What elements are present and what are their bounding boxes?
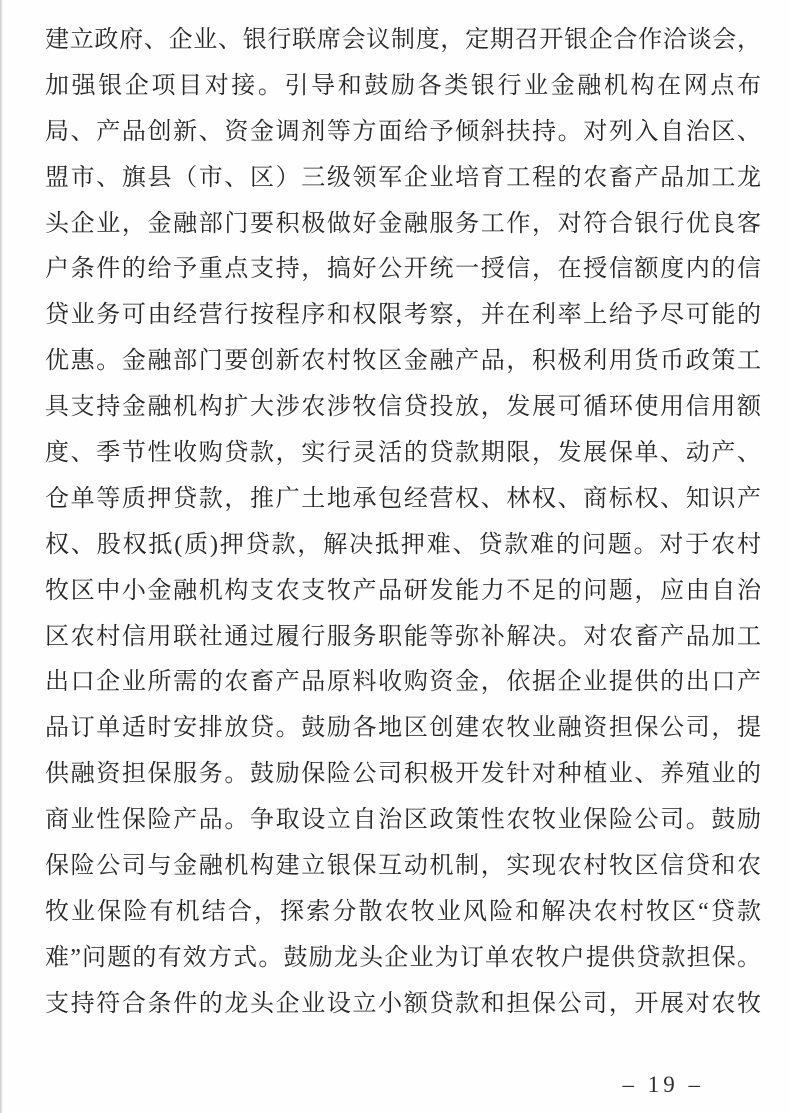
- text-line: 供融资担保服务。鼓励保险公司积极开发针对种植业、养殖业的: [45, 761, 761, 788]
- text-line: 度、季节性收购贷款，实行灵活的贷款期限，发展保单、动产、: [45, 440, 761, 467]
- text-line: 区农村信用联社通过履行服务职能等弥补解决。对农畜产品加工: [45, 623, 761, 650]
- text-line: 局、产品创新、资金调剂等方面给予倾斜扶持。对列入自治区、: [45, 118, 761, 145]
- text-line: 牧区中小金融机构支农支牧产品研发能力不足的问题，应由自治: [45, 577, 761, 604]
- text-line: 难”问题的有效方式。鼓励龙头企业为订单农牧户提供贷款担保。: [45, 944, 761, 971]
- scan-edge-shadow: [0, 0, 4, 1113]
- page-number: – 19 –: [622, 1072, 704, 1097]
- text-line: 出口企业所需的农畜产品原料收购资金，依据企业提供的出口产: [45, 669, 761, 696]
- text-block: [45, 18, 761, 1028]
- text-line: 保险公司与金融机构建立银保互动机制，实现农村牧区信贷和农: [45, 853, 761, 880]
- text-line: 贷业务可由经营行按程序和权限考察，并在利率上给予尽可能的: [45, 302, 761, 329]
- text-line: 牧业保险有机结合，探索分散农牧业风险和解决农村牧区“贷款: [45, 898, 761, 925]
- text-line: 建立政府、企业、银行联席会议制度，定期召开银企合作洽谈会，: [45, 27, 761, 53]
- text-line: 具支持金融机构扩大涉农涉牧信贷投放，发展可循环使用信用额: [45, 394, 761, 421]
- text-line: 仓单等质押贷款，推广土地承包经营权、林权、商标权、知识产: [45, 485, 761, 512]
- text-line: 支持符合条件的龙头企业设立小额贷款和担保公司，开展对农牧: [45, 990, 761, 1017]
- text-line: 商业性保险产品。争取设立自治区政策性农牧业保险公司。鼓励: [45, 807, 761, 834]
- text-line: 加强银企项目对接。引导和鼓励各类银行业金融机构在网点布: [45, 72, 761, 99]
- text-line: 户条件的给予重点支持，搞好公开统一授信，在授信额度内的信: [45, 256, 761, 283]
- text-line: 头企业，金融部门要积极做好金融服务工作，对符合银行优良客: [45, 210, 761, 237]
- text-line: 权、股权抵(质)押贷款，解决抵押难、贷款难的问题。对于农村: [45, 531, 761, 558]
- text-line: 优惠。金融部门要创新农村牧区金融产品，积极利用货币政策工: [45, 348, 761, 375]
- text-line: 盟市、旗县（市、区）三级领军企业培育工程的农畜产品加工龙: [45, 164, 761, 191]
- text-line: 品订单适时安排放贷。鼓励各地区创建农牧业融资担保公司，提: [45, 715, 761, 742]
